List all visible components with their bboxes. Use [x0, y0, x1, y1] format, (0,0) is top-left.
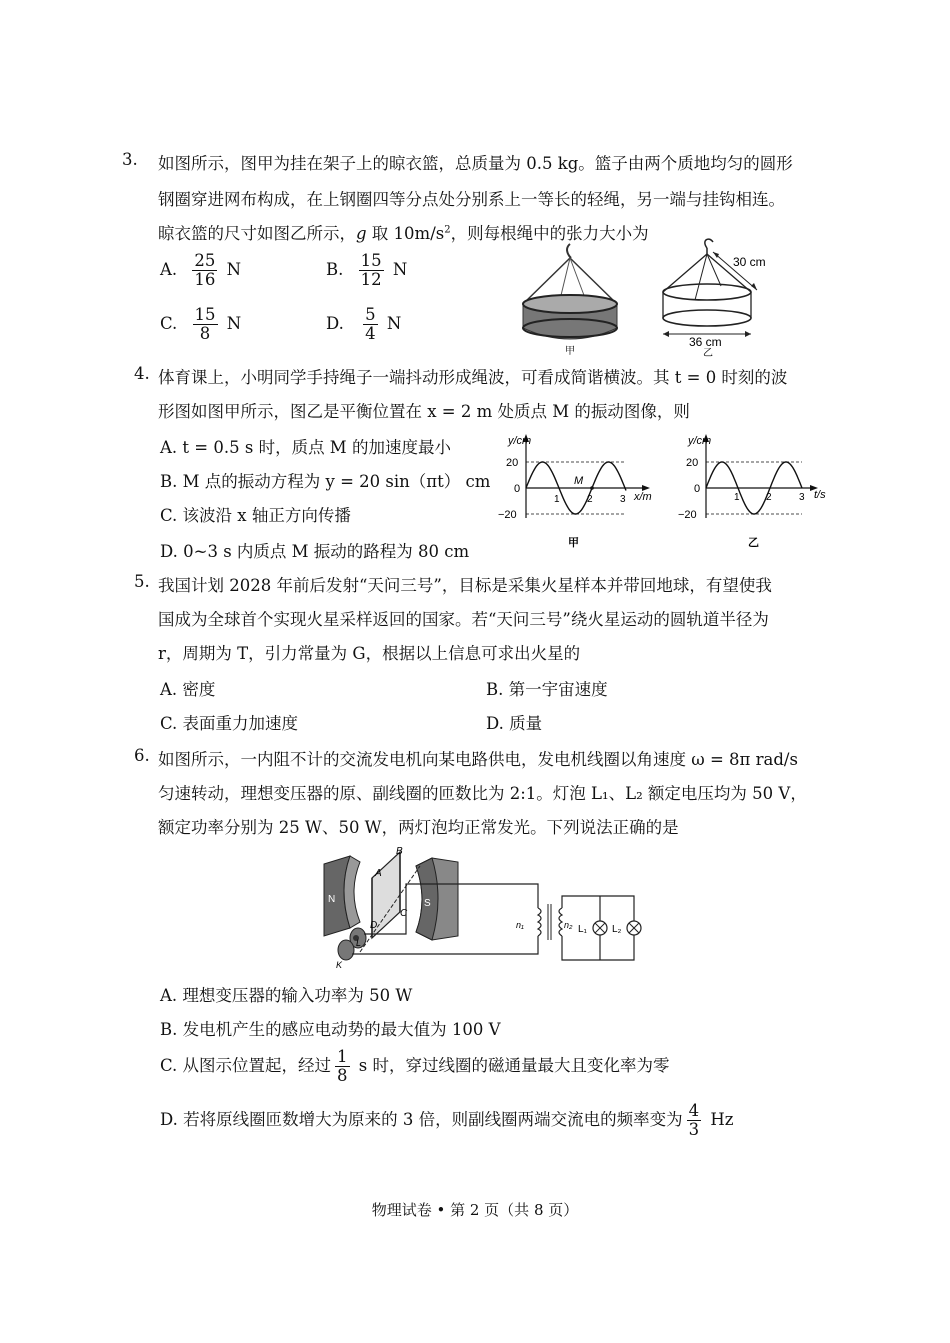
- q3-option-d[interactable]: D. $\frac{5}{4}$ N: [326, 305, 402, 344]
- q4-yi-caption: 乙: [748, 537, 759, 549]
- q4-jia-caption: 甲: [568, 537, 579, 549]
- q6-option-b[interactable]: B. 发电机产生的感应电动势的最大值为 100 V: [160, 1020, 501, 1039]
- q4-jia-ytick-zero: 0: [514, 483, 521, 495]
- magnet-s-label: S: [424, 898, 431, 909]
- q4-jia-xtick-3: 3: [620, 494, 626, 505]
- q3-line1: 如图所示，图甲为挂在架子上的晾衣篮，总质量为 0.5 kg。篮子由两个质地均匀的圆形: [158, 154, 793, 173]
- q4-jia-marker-m: M: [574, 475, 584, 487]
- q4-yi-xtick-3: 3: [799, 492, 805, 503]
- q4-jia-ytick-top: 20: [506, 457, 519, 469]
- q4-option-b[interactable]: B. M 点的振动方程为 y = 20 sin（πt） cm: [160, 472, 491, 491]
- q4-yi-xlabel: t/s: [814, 489, 826, 501]
- q3-option-a[interactable]: A. $\frac{25}{16}$ N: [160, 251, 242, 290]
- q4-yi-ylabel: y/cm: [688, 435, 712, 447]
- q3-option-b[interactable]: B. $\frac{15}{12}$ N: [326, 251, 408, 290]
- coil-d-label: D: [370, 920, 378, 931]
- q3-figure-jia: [515, 240, 625, 358]
- q4-option-c[interactable]: C. 该波沿 x 轴正方向传播: [160, 506, 351, 525]
- q4-graph-yi: [676, 432, 846, 558]
- q4-jia-xtick-1: 1: [554, 494, 560, 505]
- coil-b-label: B: [396, 846, 403, 857]
- q3-number: 3.: [122, 150, 138, 169]
- q5-line2: 国成为全球首个实现火星采样返回的国家。若“天问三号”绕火星运动的圆轨道半径为: [158, 610, 769, 629]
- q4-yi-xtick-1: 1: [734, 492, 740, 503]
- q6-line2: 匀速转动，理想变压器的原、副线圈的匝数比为 2:1。灯泡 L₁、L₂ 额定电压均为 50 V，: [158, 784, 807, 803]
- q6-line1: 如图所示，一内阻不计的交流发电机向某电路供电，发电机线圈以角速度 ω = 8π rad/s: [158, 750, 798, 769]
- q4-line1: 体育课上，小明同学手持绳子一端抖动形成绳波，可看成简谐横波。其 t = 0 时刻的波: [158, 368, 788, 387]
- q6-circuit-figure: [316, 842, 652, 972]
- primary-n1-label: n₁: [516, 920, 524, 930]
- q4-jia-ytick-bottom: −20: [498, 509, 517, 521]
- q3-dim-rope: 30 cm: [733, 255, 766, 269]
- q5-number: 5.: [134, 572, 150, 591]
- q3-fig-yi-caption: 乙: [703, 348, 713, 358]
- q4-yi-ytick-zero: 0: [694, 483, 701, 495]
- q6-line3: 额定功率分别为 25 W、50 W，两灯泡均正常发光。下列说法正确的是: [158, 818, 679, 837]
- lamp-l2-label: L₂: [612, 924, 622, 935]
- q5-option-a[interactable]: A. 密度: [160, 680, 216, 699]
- q3-fig-jia-caption: 甲: [565, 346, 575, 357]
- q4-yi-xtick-2: 2: [766, 492, 772, 503]
- q5-option-d[interactable]: D. 质量: [486, 714, 543, 733]
- q3-dim-width: 36 cm: [689, 335, 722, 349]
- q4-jia-xtick-2: 2: [587, 494, 593, 505]
- magnet-n-label: N: [328, 894, 336, 905]
- brush-k-label: K: [336, 960, 343, 970]
- q4-yi-ytick-bottom: −20: [678, 509, 697, 521]
- lamp-l1-label: L₁: [578, 924, 587, 935]
- coil-a-label: A: [375, 868, 382, 879]
- secondary-n2-label: n₂: [564, 920, 573, 930]
- q4-jia-ylabel: y/cm: [508, 435, 532, 447]
- q6-option-d[interactable]: D. 若将原线圈匝数增大为原来的 3 倍，则副线圈两端交流电的频率变为 $\frac{4}{3}$ Hz: [160, 1101, 734, 1140]
- q4-graph-jia: [498, 432, 668, 558]
- q4-option-d[interactable]: D. 0~3 s 内质点 M 振动的路程为 80 cm: [160, 542, 470, 561]
- page-footer: 物理试卷 • 第 2 页（共 8 页）: [371, 1201, 579, 1219]
- q3-figure-yi: [655, 234, 790, 358]
- q5-option-b[interactable]: B. 第一宇宙速度: [486, 680, 608, 699]
- q6-option-a[interactable]: A. 理想变压器的输入功率为 50 W: [160, 986, 413, 1005]
- coil-c-label: C: [400, 908, 408, 919]
- q5-line1: 我国计划 2028 年前后发射“天问三号”，目标是采集火星样本并带回地球，有望使我: [158, 576, 772, 595]
- q6-number: 6.: [134, 746, 150, 765]
- brush-l-label: L: [356, 938, 362, 948]
- q3-line2: 钢圈穿进网布构成，在上钢圈四等分点处分别系上一等长的轻绳，另一端与挂钩相连。: [158, 190, 785, 209]
- q4-yi-ytick-top: 20: [686, 457, 699, 469]
- q3-line3: 晾衣篮的尺寸如图乙所示，g 取 $10m/s^2$，则每根绳中的张力大小为: [158, 224, 649, 243]
- q4-line2: 形图如图甲所示，图乙是平衡位置在 x = 2 m 处质点 M 的振动图像，则: [158, 402, 690, 421]
- q3-option-c[interactable]: C. $\frac{15}{8}$ N: [160, 305, 242, 344]
- q5-option-c[interactable]: C. 表面重力加速度: [160, 714, 299, 733]
- q6-option-c[interactable]: C. 从图示位置起，经过 $\frac{1}{8}$ s 时，穿过线圈的磁通量最大且变化率为零: [160, 1047, 670, 1086]
- q5-line3: r，周期为 T，引力常量为 G，根据以上信息可求出火星的: [158, 644, 581, 663]
- q4-number: 4.: [134, 364, 150, 383]
- q4-jia-xlabel: x/m: [634, 491, 652, 503]
- q4-option-a[interactable]: A. t = 0.5 s 时，质点 M 的加速度最小: [160, 438, 451, 457]
